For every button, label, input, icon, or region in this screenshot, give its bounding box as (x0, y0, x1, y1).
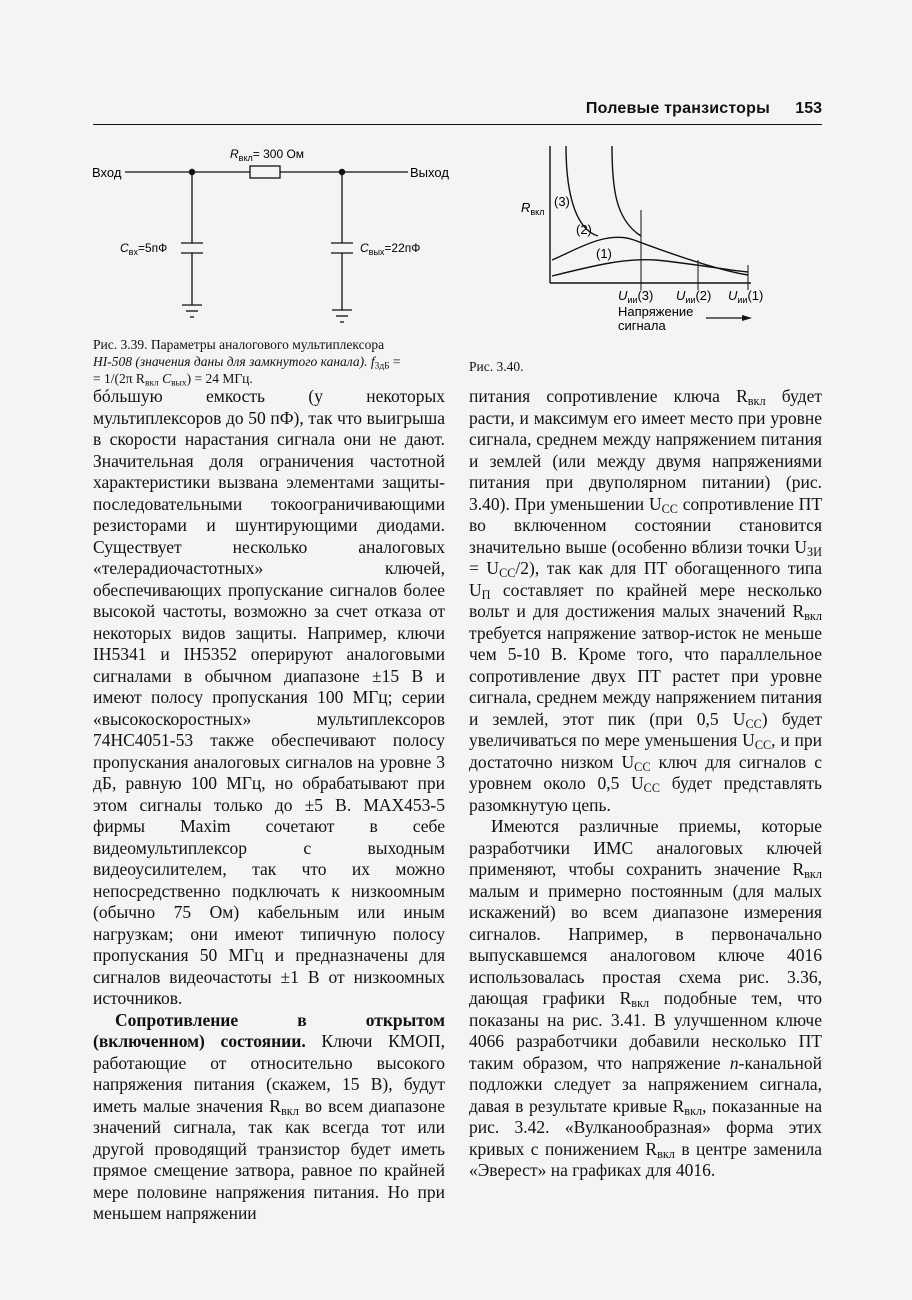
page-number: 153 (795, 100, 822, 117)
curve-label-2: (2) (576, 222, 592, 237)
paragraph: Имеются различные приемы, которые разработчики ИМС аналоговых ключей применяют, чтобы сохранить значение $R_{вкл}$ малым и примерно постоянным (для малых искажений) во всем диапазоне измерения сигналов. Например, в первоначально выпускавшемся аналоговом ключе 4016 использовалась простая схема рис. 3.36, дающая графики $R_{вкл}$ подобные тем, что показаны на рис. 3.41. В улучшенном ключе 4066 разработчики добавили несколько ПТ таким образом, что напряжение n-канальной подложки следует за напряжением сигнала, давая в результате кривые $R_{вкл}$, показанные на рис. 3.42. «Вулканообразная» форма этих кривых с понижением $R_{вкл}$ в центре заменила «Эверест» на графиках для 4016. (469, 816, 822, 1180)
tick-label-uii-2: $U_{ии}(2)$ (676, 288, 712, 305)
x-axis-label-line1: Напряжение (618, 304, 694, 319)
header-rule (93, 124, 822, 125)
figure-3-39-circuit (90, 140, 455, 335)
curve-label-1: (1) (596, 246, 612, 261)
paragraph-heading: Сопротивление в открытом (включенном) состоянии. (93, 1009, 445, 1051)
x-axis-arrow (706, 315, 752, 321)
output-label: Выход (410, 165, 449, 180)
caption-line: HI-508 (значения даны для замкнутого канала). $f_{3дБ}$ = (93, 354, 401, 372)
y-axis-label: $R_{вкл}$ (521, 200, 545, 217)
tick-label-uii-3: $U_{ии}(3)$ (618, 288, 654, 305)
curve-label-3: (3) (554, 194, 570, 209)
paragraph: бóльшую емкость (у некоторых мультиплексоров до 50 пФ), так что выигрыша в скорости нарастания сигнала они не дают. Значительная доля ограничения частотной характеристики вызвана элементами защиты-последовательными токоограничивающими резисторами и шунтирующими диодами. Существует несколько аналоговых «телерадиочастотных» ключей, обеспечивающих пропускание сигналов более высокой частоты, возможно за счет отказа от некоторых видов защиты. Например, ключи IH5341 и IH5352 оперируют аналоговыми сигналами в обычном диапазоне ±15 В и имеют полосу пропускания 100 МГц; серии «высокоскоростных» мультиплексоров 74HC4051-53 также обеспечивают полосу пропускания аналоговых сигналов на уровне 3 дБ, равную 100 МГц, но обрабатывают при этом сигналы только до ±5 В. MAX453-5 фирмы Maxim сочетают в себе видеомультиплексор с выходным видеоусилителем, так что их можно непосредственно подключать к низкоомным (обычно 75 Ом) кабельным или иным нагрузкам; они имеют типичную полосу пропускания 50 МГц и предназначены для сигналов видеочастоты ±1 В от низкоомных источников. (93, 386, 445, 1008)
figure-3-39-caption (93, 336, 455, 387)
x-axis-label-line2: сигнала (618, 318, 666, 333)
input-label: Вход (92, 165, 122, 180)
paragraph: Сопротивление в открытом (включенном) состоянии. Ключи КМОП, работающие от относительно высокого напряжения питания (скажем, 15 В), будут иметь малые значения $R_{вкл}$ во всем диапазоне значений сигнала, так как всегда тот или другой проводящий транзистор будет иметь прямое смещение затвора, равное по крайней мере половине напряжения питания. Но при меньшем напряжении (93, 1009, 445, 1223)
caption-line: = 1/(2π $R_{вкл}$ $C_{вых}) = 24$ МГц. (93, 371, 253, 389)
r-on-label: $R_{вкл}= 300$ Ом (230, 147, 305, 163)
caption-line: Рис. 3.39. Параметры аналогового мультиплексора (93, 337, 385, 352)
figure-3-40-graph (466, 140, 796, 340)
left-column (93, 386, 445, 1225)
section-title: Полевые транзисторы (585, 100, 770, 117)
figure-3-40-caption: Рис. 3.40. (469, 359, 524, 374)
tick-label-uii-1: $U_{ии}(1)$ (728, 288, 764, 305)
paragraph: питания сопротивление ключа $R_{вкл}$ будет расти, и максимум его имеет место при уровне сигнала, среднем между напряжением питания и землей (или между двумя напряжениями питания при двуполярном питании) (рис. 3.40). При уменьшении $U_{CC}$ сопротивление ПТ во включенном состоянии становится значительно выше (особенно вблизи точки $U_{ЗИ} = U_{CC}/2$), так как для ПТ обогащенного типа $U_П$ составляет по крайней мере несколько вольт и для достижения малых значений $R_{вкл}$ требуется напряжение затвор-исток не меньше чем 5-10 В. Кроме того, что параллельное сопротивление двух ПТ растет при уровне сигнала, среднем между напряжением питания и землей, этот пик (при 0,5 $U_{CC}$) будет увеличиваться по мере уменьшения $U_{CC}$, и при достаточно низком $U_{CC}$ ключ для сигналов с уровнем около 0,5 $U_{CC}$ будет представлять разомкнутую цепь. (469, 386, 823, 815)
running-header (93, 100, 822, 124)
c-out-label: $C_{вых}=22пФ$ (360, 241, 421, 257)
c-in-label: $C_{вх}=5пФ$ (120, 241, 168, 257)
right-column (469, 386, 822, 1182)
